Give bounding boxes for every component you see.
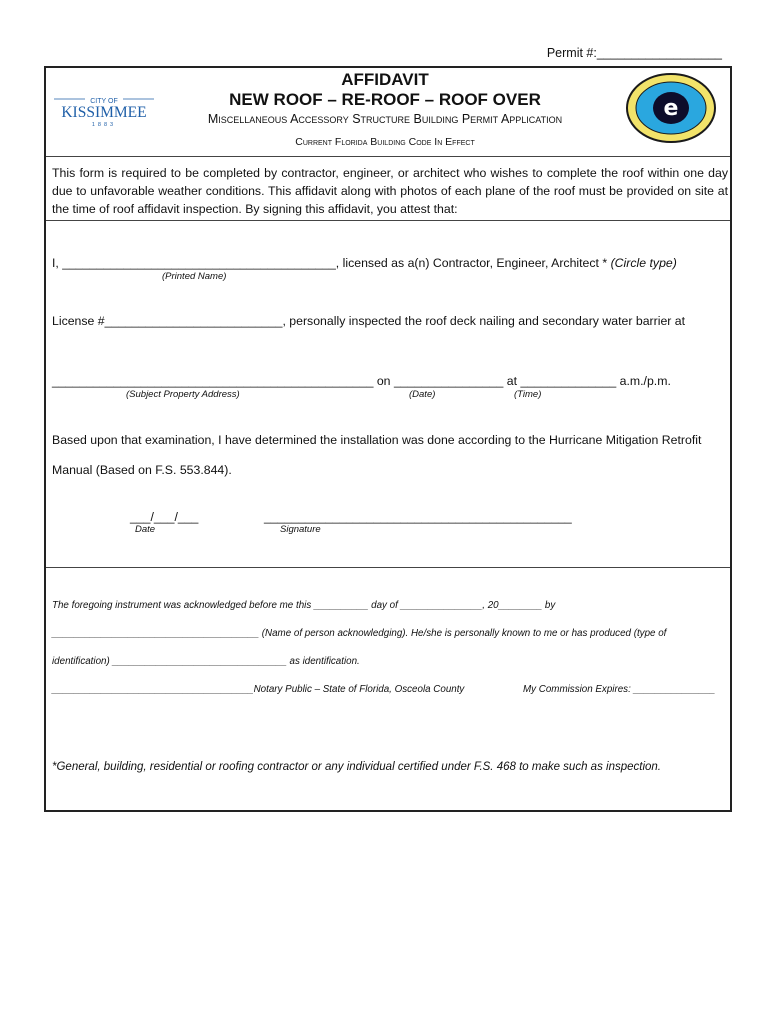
intro-paragraph: This form is required to be completed by contractor, engineer, or architect who wishes to complete the roof within one day due to unfavorable weather conditions. This affidavit along with photos of each plane of the roof must be provided on site at the time of roof affidavit inspection. By signing this affidavit, you attest that: bbox=[52, 166, 728, 216]
printed-name-caption: (Printed Name) bbox=[162, 271, 227, 282]
license-line[interactable]: License #__________________________, personally inspected the roof deck nailing and secondary water barrier at bbox=[52, 314, 686, 328]
printed-name-line[interactable] bbox=[52, 256, 677, 270]
city-of-label: CITY OF bbox=[90, 98, 118, 105]
e-letter: e bbox=[663, 96, 679, 121]
circle-type-note: (Circle type) bbox=[610, 256, 677, 270]
signature-field[interactable]: _____________________________________________ bbox=[264, 510, 572, 524]
address-date-time-line[interactable]: _______________________________________________ on ________________ at ______________ a.m./p.m. bbox=[52, 374, 671, 388]
notary-id-line[interactable]: identification) ________________________________ as identification. bbox=[52, 656, 360, 667]
form-title: AFFIDAVIT bbox=[341, 70, 429, 89]
time-caption: (Time) bbox=[514, 389, 542, 400]
city-of-kissimmee-logo bbox=[52, 68, 156, 128]
header-divider bbox=[46, 156, 730, 157]
notary-ack-line[interactable]: The foregoing instrument was acknowledged before me this __________ day of _______________, 20________ by bbox=[52, 600, 556, 611]
determination-line-1: Based upon that examination, I have determined the installation was done according to the Hurricane Mitigation Retrofit bbox=[52, 433, 702, 447]
kissimmee-wordmark: KISSIMMEE bbox=[61, 104, 147, 121]
address-caption: (Subject Property Address) bbox=[126, 389, 240, 400]
notary-name-line[interactable]: ______________________________________ (Name of person acknowledging). He/she is personally known to me or has produced (type of bbox=[52, 628, 667, 639]
notary-public-line[interactable]: _____________________________________Notary Public – State of Florida, Osceola County bbox=[52, 684, 465, 695]
commission-expires-line[interactable]: My Commission Expires: _______________ bbox=[523, 684, 716, 695]
notary-divider bbox=[46, 567, 730, 568]
intro-divider bbox=[46, 220, 730, 221]
footnote: *General, building, residential or roofing contractor or any individual certified under F.S. 468 to make such as inspection. bbox=[52, 761, 661, 773]
signature-label: Signature bbox=[280, 524, 321, 535]
date-field[interactable]: ___/___/___ bbox=[130, 510, 199, 524]
permit-number-field[interactable]: Permit #:__________________ bbox=[546, 46, 722, 60]
date-label: Date bbox=[135, 524, 156, 535]
form-subtitle: NEW ROOF – RE-ROOF – ROOF OVER bbox=[229, 90, 541, 109]
building-code-note: Current Florida Building Code In Effect bbox=[295, 136, 475, 148]
agency-e-logo bbox=[625, 72, 717, 144]
printed-name-text: I, ________________________________________, licensed as a(n) Contractor, Engineer, Architect * bbox=[52, 256, 611, 270]
application-type: Miscellaneous Accessory Structure Building Permit Application bbox=[207, 112, 563, 126]
est-year: 1883 bbox=[91, 122, 117, 128]
date-caption: (Date) bbox=[409, 389, 436, 400]
determination-line-2: Manual (Based on F.S. 553.844). bbox=[52, 463, 232, 477]
